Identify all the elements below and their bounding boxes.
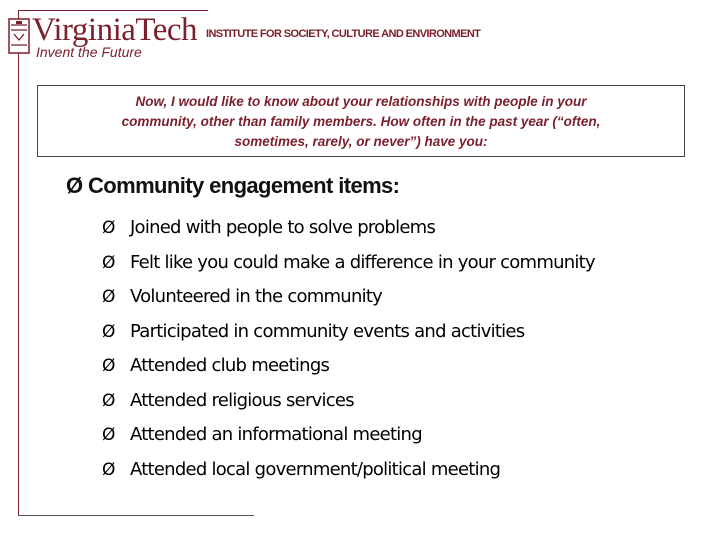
list-item — [102, 213, 595, 248]
engagement-items-list — [102, 213, 595, 489]
slide-frame-bottom-rule — [18, 515, 254, 516]
section-heading-text: Community engagement items: — [88, 173, 400, 198]
slide-frame-left-rule — [18, 10, 19, 515]
list-item-text: Volunteered in the community — [130, 286, 383, 307]
bullet-arrow-icon: Ø — [102, 218, 116, 238]
question-line: sometimes, rarely, or never”) have you: — [234, 134, 488, 149]
institute-title: INSTITUTE FOR SOCIETY, CULTURE AND ENVIRONMENT — [206, 28, 481, 40]
university-seal-icon — [8, 18, 30, 54]
question-prompt-box — [37, 85, 685, 157]
bullet-arrow-icon: Ø — [102, 321, 116, 342]
list-item-text: Attended an informational meeting — [130, 424, 422, 445]
question-line: community, other than family members. How often in the past year (“often, — [121, 114, 601, 129]
bullet-arrow-icon: Ø — [102, 252, 116, 273]
slide-frame-top-rule — [18, 10, 208, 11]
list-item-text: Felt like you could make a difference in your community — [130, 251, 595, 273]
list-item — [102, 420, 595, 455]
list-item — [102, 282, 595, 317]
bullet-arrow-icon: Ø — [102, 390, 116, 411]
list-item-text: Participated in community events and activities — [130, 320, 525, 342]
list-item — [102, 386, 595, 421]
list-item-text: Attended religious services — [130, 389, 354, 411]
logo-wordmark: VirginiaTech — [32, 12, 198, 48]
logo-tagline: Invent the Future — [36, 44, 142, 60]
bullet-arrow-icon: Ø — [102, 459, 116, 480]
bullet-arrow-icon: Ø — [102, 356, 116, 376]
list-item — [102, 351, 595, 386]
bullet-arrow-icon: Ø — [102, 425, 116, 445]
virginia-tech-logo — [4, 12, 198, 60]
list-item-text: Attended local government/political meeting — [130, 458, 501, 480]
list-item — [102, 317, 595, 352]
list-item-text: Attended club meetings — [130, 355, 330, 376]
bullet-arrow-icon: Ø — [102, 287, 116, 307]
list-item-text: Joined with people to solve problems — [130, 217, 436, 238]
list-item — [102, 248, 595, 283]
list-item — [102, 455, 595, 490]
section-heading — [66, 173, 399, 199]
bullet-arrow-icon: Ø — [66, 173, 83, 198]
question-line: Now, I would like to know about your relationships with people in your — [135, 94, 587, 109]
